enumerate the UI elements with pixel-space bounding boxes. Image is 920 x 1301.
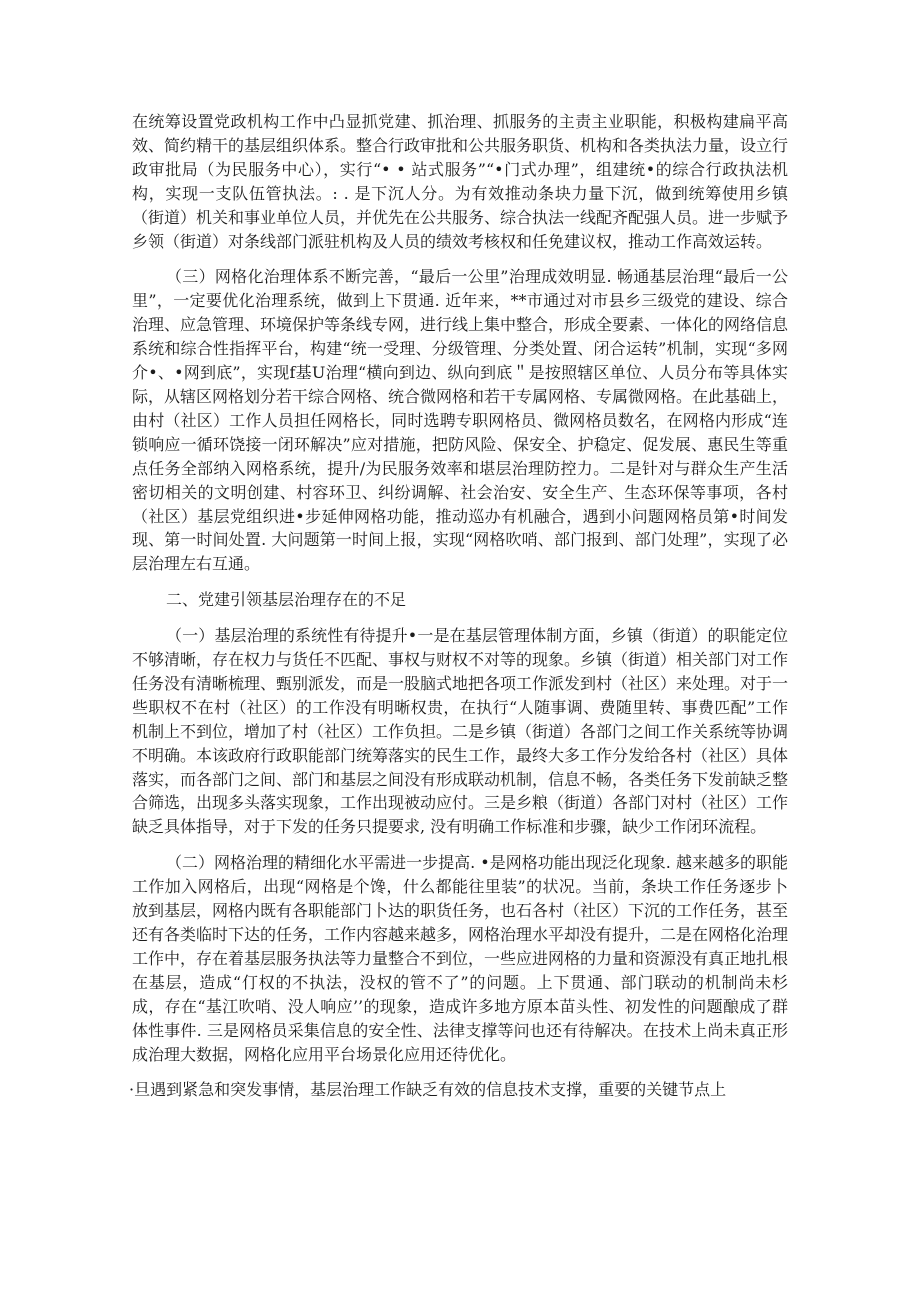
paragraph-emergency-tail: ·旦遇到紧急和突发事情，基层治理工作缺乏有效的信息技术支撑，重要的关键节点上	[129, 1080, 727, 1100]
paragraph-institution-setup: 在统筹设置党政机构工作中凸显抓党建、抓治理、抓服务的主责主业职能，积极构建扁平高效、简约精干的基层组织体系。整合行政审批和公共服务职货、机构和各类执法力量，设立行政审批局（为民服务中心），实行“• • 站式服务”“•门式办理”，组建统•的综合行政执法机构，实现一支队伍管执法。: . 是下沉人分。为有效推动条块力量下沉，做到统筹使用乡镇（街道）机关和事业单位人员，并优先在公共服务、综合执法一线配齐配强人员。进一步赋予乡领（街道）对条线部门派驻机构及人员的绩效考核权和任免建议权，推动工作高效运转。	[132, 112, 789, 251]
paragraph-grid-governance: （三）网格化治理体系不断完善，“最后一公里”治理成效明显. 畅通基层治理“最后一公里”，一定要优化治理系统，做到上下贯通. 近年来，**市通过对市县乡三级党的建设、综合治理、应急管理、环境保护等条线专网，进行线上集中整合，形成全要素、一体化的网络信息系统和综合性指挥平台，构建“统一受理、分级管理、分类处置、闭合运转”机制，实现“多网介•、•网到底”，实现f基U治理“横向到边、纵向到底＂是按照辖区单位、人员分布等具体实际，从辖区网格划分若干综合网格、统合微网格和若干专属网格、专属微网格。在此基础上，由村（社区）工作人员担任网格长，同时选聘专职网格员、微网格员数名，在网格内形成“连锁响应一循环饶接一闭环解决”应对措施，把防风险、保安全、护稳定、促发展、惠民生等重点任务全部纳入网格系统，提升/为民服务效率和堪层治理防控力。二是针对与群众生产生活密切相关的文明创建、村容环卫、纠纷调解、社会治安、安全生产、生态环保等事项，各村（社区）基层党组织进•步延伸网格功能，推动巡办有机融合，遇到小问题网格员第•时间发现、第一时间处置. 大问题第一时间上报，实现“网格吹哨、部门报到、部门处理”，实现了必层治理左右互通。	[132, 267, 789, 574]
paragraph-grid-refinement: （二）网格治理的精细化水平需进一步提高. •是网格功能出现泛化现象. 越来越多的职能工作加入网格后，出现“网格是个馋，什么都能往里装”的状况。当前，条块工作任务逐步卜放到基层，网格内既有各职能部门卜达的职货任务，也石各村（社区）下沉的工作任务，甚至还有各类临时下达的任务，工作内容越来越多，网格治理水平却没有提升，二是在网格化治理工作中，存在着基层服务执法等力量整合不到位，一些应进网格的力量和资源没有真正地扎根在基层，造成“仃权的不执法，没权的管不了”的问题。上下贯通、部门联动的机制尚未杉成，存在“基江吹哨、没人响应’’的现象，造成许多地方原本苗头性、初发性的问题酿成了群体性事件. 三是网格员采集信息的安全性、法律支撑等问也还有待解决。在技术上尚未真正形成治理大数据，网格化应用平台场景化应用还待优化。	[132, 853, 789, 1064]
section-heading-shortcomings: 二、党建引领基层治理存在的不足	[166, 590, 407, 610]
document-page	[129, 110, 789, 1114]
paragraph-systematic-improvement: （一）基层治理的系统性有待提升•一是在基层管理体制方面，乡镇（街道）的职能定位不够清晰，存在权力与货任不匹配、事权与财权不对等的现象。乡镇（街道）相关部门对工作任务没有清晰梳理、甄别派发，而是一股脑式地把各项工作派发到村（社区）来处理。对于一些职权不在村（社区）的工作没有明晰权贵，在执行“人随事调、费随里转、事费匹配”工作机制上不到位，增加了村（社区）工作负担。二是乡镇（街道）各部门之间工作关系统等协调不明确。本该政府行政职能部门统筹落实的民生工作，最终大多工作分发给各村（社区）具体落实，而各部门之间、部门和基层之间没有形成联动机制，信息不畅，各类任务下发前缺乏整合筛选，出现多头落实现象，工作出现被动应付。三是乡粮（街道）各部门对村（社区）工作缺乏具体指导，对于下发的任务只提要求, 没有明确工作标准和步骤，缺少工作闭环流程。	[132, 626, 789, 837]
